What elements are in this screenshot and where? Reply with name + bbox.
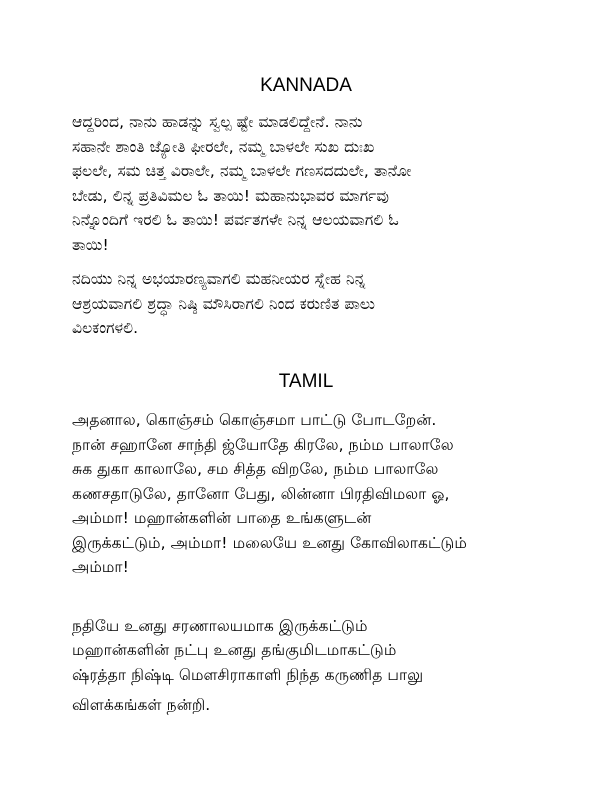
tamil-section	[72, 370, 540, 718]
text-line: அம்மா!	[72, 558, 129, 576]
text-line: இருக்கட்டும், அம்மா! மலையே உனது கோவிலாகட்டும்	[72, 533, 467, 552]
text-line: ತಾಯಿ!	[72, 235, 109, 254]
text-line: அம்மா! மஹான்களின் பாதை உங்களுடன்	[72, 509, 372, 527]
text-line: நதியே உனது சரணாலயமாக இருக்கட்டும்	[72, 616, 368, 635]
text-line: ಆದ್ದರಿಂದ, ನಾನು ಹಾಡನ್ನು ಸ್ವಲ್ಪ ಷ್ಟೇ ಮಾಡಲಿದ್ದೇನೆ. ನಾನು	[72, 113, 363, 131]
kannada-paragraph-1	[72, 110, 540, 257]
text-line: அதனால, கொஞ்சம் கொஞ்சமா பாட்டு போடறேன்.	[72, 411, 437, 429]
tamil-paragraph-1	[72, 408, 540, 580]
kannada-heading: KANNADA	[260, 75, 352, 96]
kannada-section	[72, 74, 540, 341]
text-line: சுக துகா காலாலே, சம சித்த விறலே, நம்ம பாலாலே	[72, 460, 439, 478]
text-line: மஹான்களின் நட்பு உனது தங்குமிடமாகட்டும்	[72, 641, 397, 659]
text-line: கணசதாடுலே, தானோ பேது, லின்னா பிரதிவிமலா ஓ,	[72, 484, 450, 503]
text-line: நான் சஹானே சாந்தி ஜ்யோதே கிரலே, நம்ம பாலாலே	[72, 435, 454, 454]
kannada-paragraph-2	[72, 267, 540, 341]
text-line: ನದಿಯು ನಿನ್ನ ಅಭಯಾರಣ್ಯವಾಗಲಿ ಮಹನೀಯರ ಸ್ನೇಹ ನಿನ್ನ	[72, 270, 366, 288]
text-line: ನಿನ್ನೊಂದಿಗೆ ಇರಲಿ ಓ ತಾಯಿ! ಪರ್ವತಗಳೇ ನಿನ್ನ ಆಲಯವಾಗಲಿ ಓ	[72, 211, 399, 229]
text-line: ಫಲಲೇ, ಸಮ ಚಿತ್ತ ವಿರಾಲೇ, ನಮ್ಮ ಬಾಳಲೇ ಗಣಸದದುಲೇ, ತಾನೋ	[72, 162, 412, 180]
tamil-heading: TAMIL	[278, 371, 334, 392]
text-line: ஷ்ரத்தா நிஷ்டி மௌசிராகாளி நிந்த கருணித பாலு	[72, 665, 424, 684]
text-line: ಸಹಾನೇ ಶಾಂತಿ ಜ್ಯೋತಿ ಫೀರಲೇ, ನಮ್ಮ ಬಾಳಲೇ ಸುಖ ದುಃಖ	[72, 137, 375, 156]
text-line: விளக்கங்கள் நன்றி.	[72, 696, 211, 714]
text-line: ಬೇಡು, ಲಿನ್ನ ಪ್ರತಿವಿಮಲ ಓ ತಾಯಿ! ಮಹಾನುಭಾವರ ಮಾರ್ಗವು	[72, 186, 389, 205]
text-line: ಆಶ್ರಯವಾಗಲಿ ಶ್ರದ್ಧಾ ನಿಷ್ಠಿ ಮೌಸಿರಾಗಲಿ ನಿಂದ ಕರುಣಿತ ಪಾಲು	[72, 294, 375, 313]
text-line: ವಿಲಕಂಗಳಲಿ.	[72, 319, 139, 337]
tamil-paragraph-2	[72, 614, 540, 718]
